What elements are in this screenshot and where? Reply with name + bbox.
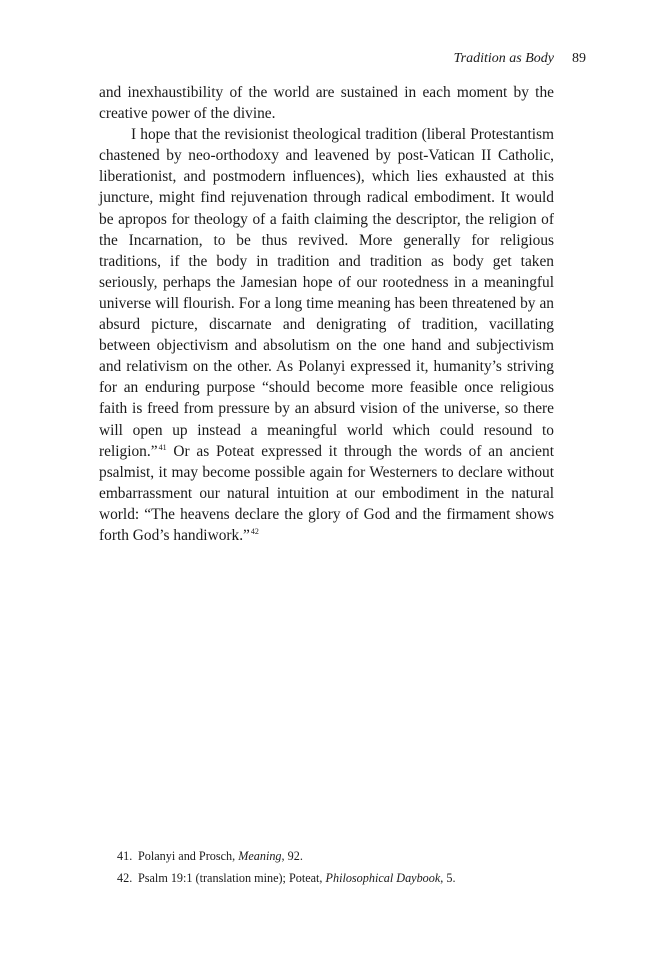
paragraph-text-continued: Or as Poteat expressed it through the words of an ancient psalmist, it may become possible again for Westerners to declare without embarrassment our natural intuition at our embodiment in the natural world: “The heavens declare the glory of God and the firmament shows forth God’s handiwork.” [99,442,554,544]
footnote-text-end: , 5. [440,870,456,885]
footnote-number: 41. [117,849,133,863]
footnote-text: Polanyi and Prosch, [138,849,239,863]
footnote-ref-41: 41 [158,442,167,452]
running-head [99,50,586,68]
footnote-number: 42. [117,870,133,885]
running-head-title: Tradition as Body [453,51,554,66]
footnote-text: Psalm 19:1 (translation mine); Poteat, [138,870,326,885]
footnote-42 [117,868,557,890]
paragraph [99,124,554,546]
footnote-ref-42: 42 [250,526,259,536]
main-text [99,82,554,546]
page-number: 89 [572,51,586,66]
paragraph-text: I hope that the revisionist theological tradition (liberal Protestantism chastened by neo-orthodoxy and leavened by post-Vatican II Catholic, liberationist, and postmodern influences), which lies exhausted at this juncture, might find rejuvenation through radical embodiment. It would be apropos for theology of a faith claiming the descriptor, the religion of the Incarnation, to be thus revived. More generally for religious traditions, if the body in tradition and tradition as body get taken seriously, perhaps the Jamesian hope of our rootedness in a meaningful universe will flourish. For a long time meaning has been threatened by an absurd picture, discarnate and denigrating of tradition, vacillating between objectivism and absolutism on the one hand and subjectivism and relativism on the other. As Polanyi expressed it, humanity’s striving for an enduring purpose “should become more feasible once religious faith is freed from pressure by an absurd vision of the universe, so there will open up instead a meaningful world which could resound to religion.” [99,126,554,460]
footnote-title: Philosophical Daybook [325,870,441,885]
footnote-text-end: , 92. [281,849,303,863]
paragraph-continued: and inexhaustibility of the world are sustained in each moment by the creative power of the divine. [99,84,554,123]
footnote-41 [117,846,557,868]
footnote-title: Meaning [238,849,282,863]
footnotes [117,846,557,889]
